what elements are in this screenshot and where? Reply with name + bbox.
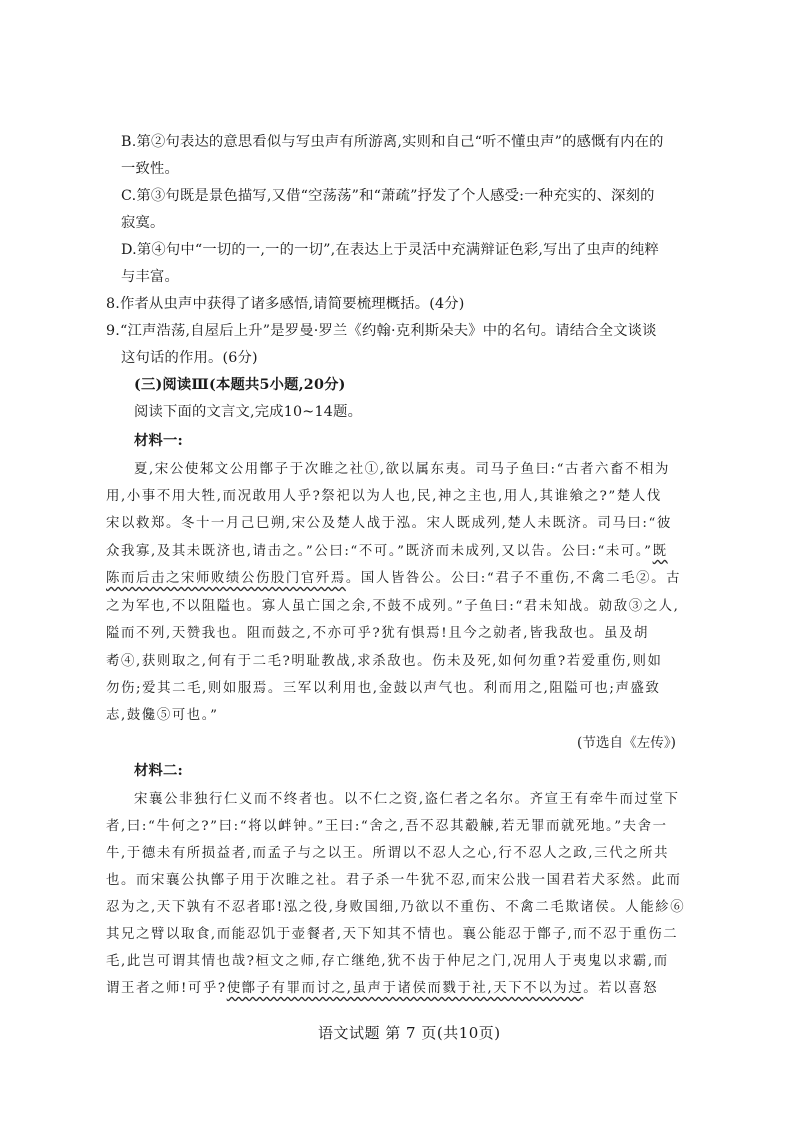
material-1-line: 夏,宋公使邾文公用鄫子于次睢之社①,欲以属东夷。司马子鱼曰:“古者六畜不相为 (134, 462, 670, 477)
material-2-line: 也。而宋襄公执鄫子用于次睢之社。君子杀一牛犹不忍,而宋公戕一国君若犬豕然。此而 (106, 873, 682, 888)
material-1-line: 用,小事不用大牲,而况敢用人乎?祭祀以为人也,民,神之主也,用人,其谁飨之?”楚人伐 (106, 489, 662, 504)
material-2-text: 。若以喜怒 (583, 981, 659, 996)
material-2-line: 忍为之,天下孰有不忍者耶!泓之役,身败国细,乃欲以不重伤、不禽二毛欺诸侯。人能紾⑥ (106, 900, 686, 915)
material-1-line: 隘而不列,天赞我也。阻而鼓之,不亦可乎?犹有惧焉!且今之勍者,皆我敌也。虽及胡 (106, 626, 650, 641)
option-c-line-1: C.第③句既是景色描写,又借“空荡荡”和“萧疏”抒发了个人感受:一种充实的、深刻的 (121, 188, 655, 204)
option-b-line-2: 一致性。 (121, 161, 179, 177)
material-2-line: 宋襄公非独行仁义而不终者也。以不仁之资,盗仁者之名尔。齐宣王有牵牛而过堂下 (134, 792, 680, 807)
material-1-line: 宋以救郑。冬十一月己巳朔,宋公及楚人战于泓。宋人既成列,楚人未既济。司马曰:“彼 (106, 516, 672, 531)
option-d-line-2: 与丰富。 (121, 269, 179, 285)
material-2-line: 其兄之臂以取食,而能忍饥于壶餐者,天下知其不情也。襄公能忍于鄫子,而不忍于重伤二 (106, 927, 679, 942)
material-1-text: 。国人皆咎公。公曰:“君子不重伤,不禽二毛②。古 (345, 571, 682, 586)
option-b-line-1: B.第②句表达的意思看似与写虫声有所游离,实则和自己“听不懂虫声”的感慨有内在的 (121, 134, 664, 150)
section-instruction: 阅读下面的文言文,完成10~14题。 (134, 404, 363, 420)
material-1-line: 志,鼓儳⑤可也。” (106, 708, 219, 723)
option-c-line-2: 寂寞。 (121, 215, 165, 231)
material-1-label: 材料一: (134, 433, 183, 449)
wavy-underlined-phrase: 陈而后击之宋师败绩公伤股门官歼焉 (106, 571, 346, 586)
material-1-source: (节选自《左传》) (577, 735, 676, 751)
material-1-line: 耇④,获则取之,何有于二毛?明耻教战,求杀敌也。伤未及死,如何勿重?若爱重伤,则如 (106, 654, 663, 669)
material-2-text: 谓王者之师!可乎? (106, 981, 227, 996)
material-1-text: 众我寡,及其未既济也,请击之。”公曰:“不可。”既济而未成列,又以告。公曰:“未可。” (106, 544, 653, 559)
material-2-line (106, 977, 658, 996)
material-2-line: 毛,此岂可谓其情也哉?桓文之师,存亡继绝,犹不齿于仲尼之门,况用人于夷鬼以求霸,而 (106, 954, 669, 969)
section-title: (三)阅读Ⅲ(本题共5小题,20分) (134, 377, 346, 393)
material-2-line: 牛,于德未有所损益者,而孟子与之以王。所谓以不忍人之心,行不忍人之政,三代之所共 (106, 846, 670, 861)
option-d-line-1: D.第④句中“一切的一,一的一切”,在表达上于灵活中充满辩证色彩,写出了虫声的纯粹 (121, 242, 660, 258)
question-9-line-2: 这句话的作用。(6分) (121, 350, 258, 366)
material-1-line: 之为军也,不以阻隘也。寡人虽亡国之余,不鼓不成列。”子鱼曰:“君未知战。勍敌③之人, (106, 599, 680, 614)
material-1-line: 勿伤;爱其二毛,则如服焉。三军以利用也,金鼓以声气也。利而用之,阻隘可也;声盛致 (106, 681, 661, 696)
question-9-line-1: 9.“江声浩荡,自屋后上升”是罗曼·罗兰《约翰·克利斯朵夫》中的名句。请结合全文谈谈 (106, 323, 657, 339)
page-footer: 语文试题 第 7 页(共10页) (318, 1024, 501, 1042)
material-1-line (106, 567, 681, 586)
material-1-line (106, 540, 668, 559)
underlined-sentence: 使鄫子有罪而讨之,虽声于诸侯而戮于社,天下不以为过 (226, 981, 584, 996)
material-2-line: 者,曰:“牛何之?”曰:“将以衅钟。”王曰:“舍之,吾不忍其觳觫,若无罪而就死地。”夫舍一 (106, 819, 668, 834)
question-8: 8.作者从虫声中获得了诸多感悟,请简要梳理概括。(4分) (106, 296, 465, 312)
material-2-label: 材料二: (134, 763, 183, 779)
wavy-underlined-phrase-start: 既 (652, 544, 668, 559)
